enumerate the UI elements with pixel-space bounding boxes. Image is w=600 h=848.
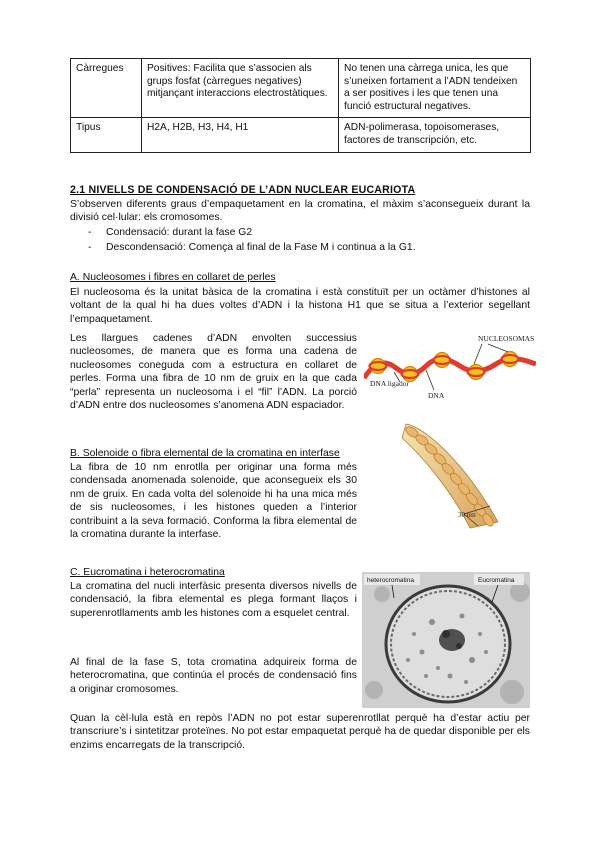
dna-spacer-label: DNA ligador: [370, 379, 409, 388]
nucleosomes-paragraph-1: El nucleosoma és la unitat bàsica de la cromatina i està constituït per un octàmer d’histones al voltant de la qual hi ha dues voltes d’ADN i la histona H1 que se situa a l’exterior segellant l’empaquetament.: [70, 287, 530, 325]
nucleus-micrograph: [362, 572, 530, 708]
eu-hetero-paragraph-2: Al final de la fase S, tota cromatina adquireix forma de heterocromatina, que continúa el procés de condensació fins a originar cromosomes.: [70, 657, 357, 695]
nucleosomas-label: NUCLEOSOMAS: [478, 334, 535, 343]
condensation-list: [88, 226, 416, 255]
histones-cell: Positives: Facilita que s’associen als grups fosfat (càrregues negatives) mitjançant interaccions electrostàtiques.: [142, 59, 339, 118]
heterocromatina-label: heterocromatina: [367, 577, 414, 584]
eu-hetero-paragraph-3: Quan la cèl·lula està en repòs l’ADN no pot estar superenrotllat perquè ha d’estar actiu per transcriure’s i sintetitzar proteïnes. No pot estar empaquetat perquè ha de quedar disponible per els enzims encarregats de la transcripció.: [70, 713, 530, 751]
table-row: [71, 59, 531, 118]
non-histones-cell: No tenen una càrrega unica, les que s’uneixen fortament a l’ADN tendeixen a ser positives i les que tenen una funció estructural negatives.: [339, 59, 531, 118]
nucleosomes-paragraph-2: Les llargues cadenes d’ADN envolten successius nucleosomes, de manera que es forma una cadena de nucleosomes coneguda com a estructura en collaret de perles. Forma una fibra de 10 nm de gruix en la que cada “perla” representa un nucleosoma i el “fil” l’ADN. La porció d’ADN entre dos nucleosomes s’anomena ADN espaciador.: [70, 333, 357, 412]
solenoid-heading: B. Solenoide o fibra elemental de la cromatina en interfase: [70, 448, 340, 459]
solenoid-paragraph: La fibra de 10 nm enrotlla per originar una forma més condensada anomenada solenoide, que aconsegueix els 30 nm de gruix. En cada volta del solenoide hi ha una mica més de sis nucleosomes, i les histones queden a l’interior contribuint a la seva formació. Conforma la fibra elemental de la cromatina durante la interfase.: [70, 462, 357, 541]
solenoid-size-label: 30 nm: [458, 511, 476, 519]
dna-label: DNA: [428, 391, 445, 400]
histone-comparison-table: [70, 58, 531, 153]
eu-hetero-heading: C. Eucromatina i heterocromatina: [70, 567, 225, 578]
histones-cell: H2A, H2B, H3, H4, H1: [142, 118, 339, 152]
nucleosomes-heading: A. Nucleosomes i fibres en collaret de perles: [70, 272, 276, 283]
beads-on-string-figure: [364, 330, 536, 402]
list-item: - Condensació: durant la fase G2: [88, 226, 416, 241]
eu-hetero-paragraph-1: La cromatina del nucli interfàsic presenta diversos nivells de condensació, la fibra elemental es plega formant llaços i superenrotllaments amb les histones com a esquelet central.: [70, 581, 357, 619]
non-histones-cell: ADN-polimerasa, topoisomerases, factores de transcripción, etc.: [339, 118, 531, 152]
list-item: - Descondensació: Comença al final de la Fase M i continua a la G1.: [88, 241, 416, 256]
section-title: 2.1 NIVELLS DE CONDENSACIÓ DE L’ADN NUCLEAR EUCARIOTA: [70, 184, 416, 196]
section-intro: S’observen diferents graus d’empaquetament en la cromatina, el màxim s’aconsegueix durant la divisió cel·lular: els cromosomes.: [70, 199, 530, 224]
solenoid-figure: [398, 418, 510, 530]
eucromatina-label: Eucromatina: [478, 577, 515, 584]
row-label: Càrregues: [71, 59, 142, 118]
table-row: [71, 118, 531, 152]
row-label: Tipus: [71, 118, 142, 152]
